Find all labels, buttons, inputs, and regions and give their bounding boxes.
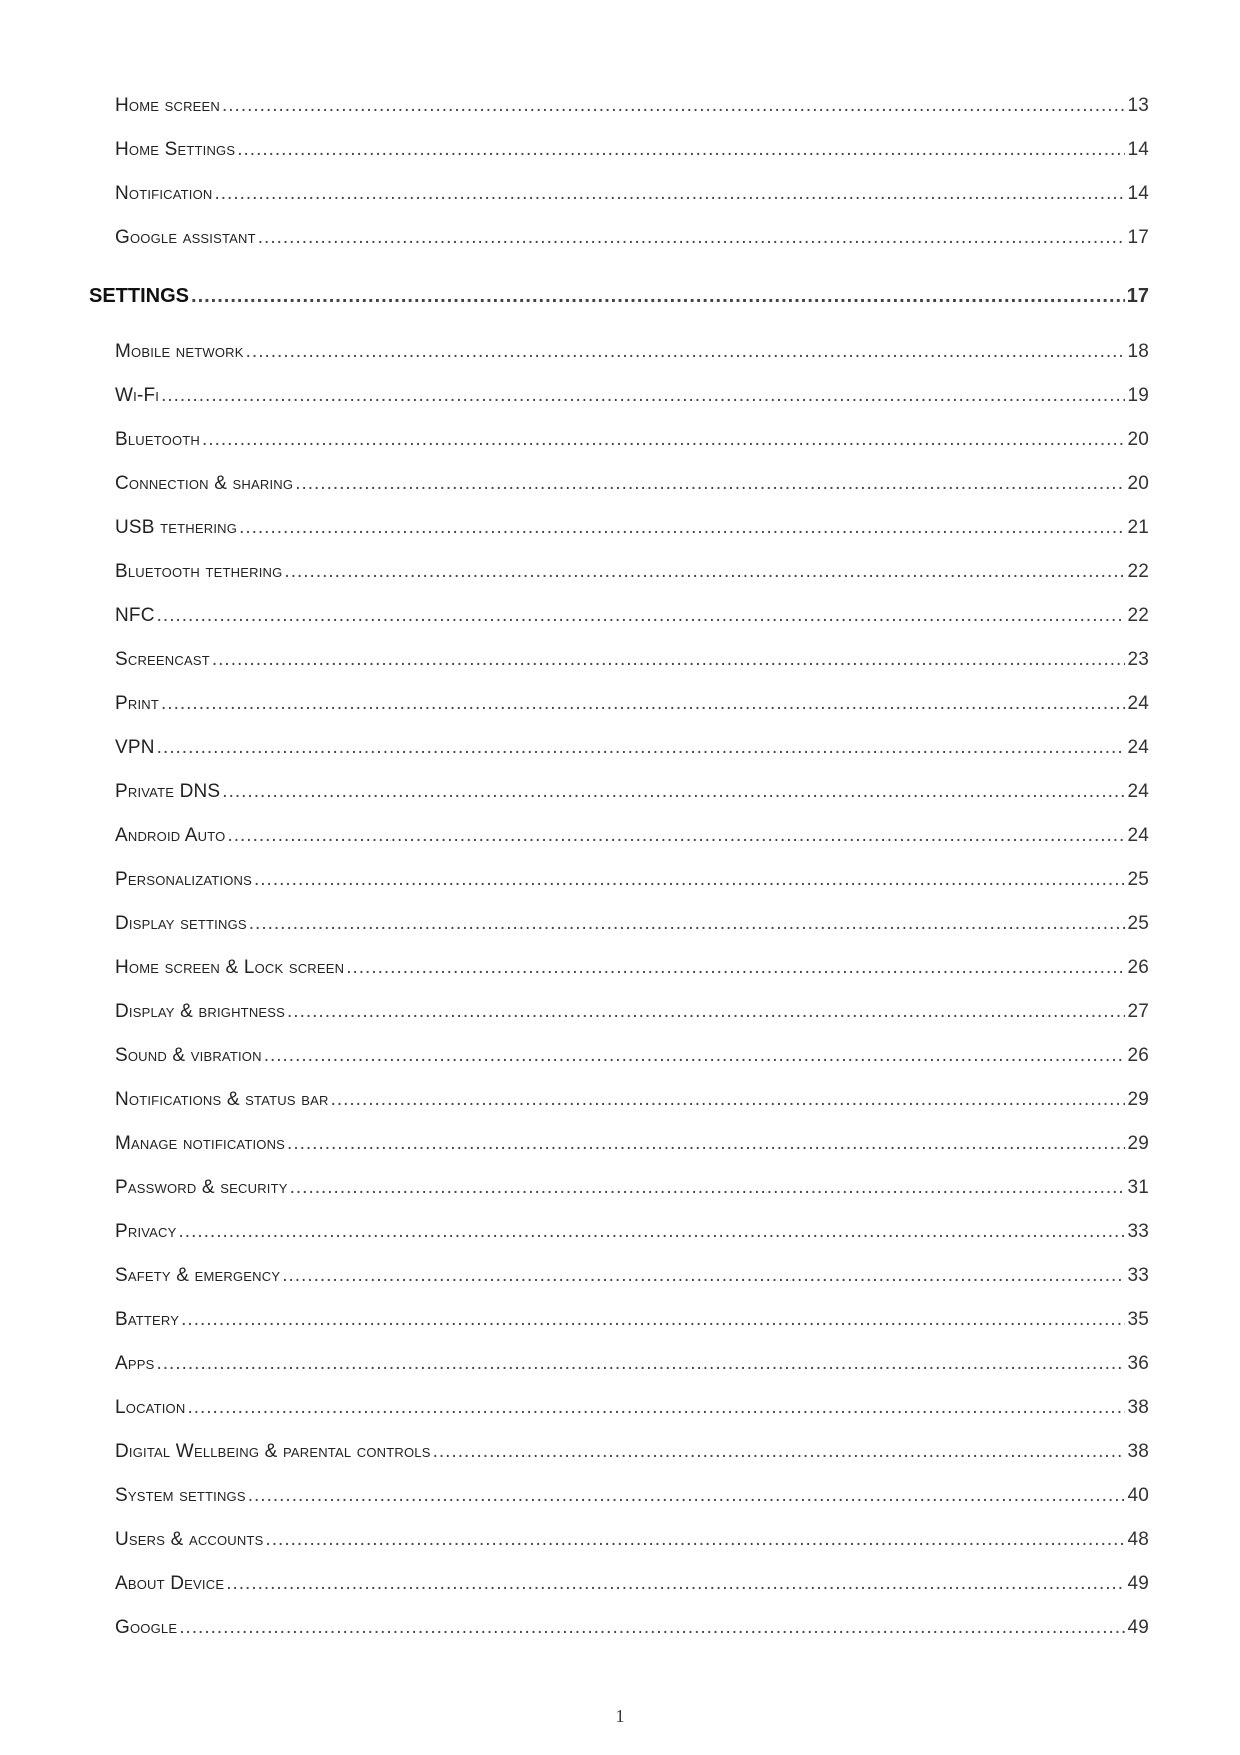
toc-entry-page: 33	[1127, 1265, 1149, 1286]
toc-entry-print[interactable]	[115, 693, 1149, 715]
toc-entry-page: 14	[1127, 183, 1149, 204]
toc-entry-mobile-network[interactable]	[115, 341, 1149, 363]
toc-entry-title: Home Settings	[115, 139, 236, 160]
toc-entry-apps[interactable]	[115, 1353, 1149, 1375]
toc-entry-title: Location	[115, 1397, 186, 1418]
toc-entry-page: 19	[1127, 385, 1149, 406]
toc-dot-leader	[222, 781, 1125, 803]
toc-entry-page: 23	[1127, 649, 1149, 670]
toc-entry-title: Safety & emergency	[115, 1265, 281, 1286]
toc-entry-title: Print	[115, 693, 160, 714]
toc-entry-privacy[interactable]	[115, 1221, 1149, 1243]
toc-entry-private-dns[interactable]	[115, 781, 1149, 803]
toc-entry-title: Bluetooth	[115, 429, 201, 450]
toc-entry-page: 38	[1127, 1397, 1149, 1418]
toc-entry-home-settings[interactable]	[115, 139, 1149, 161]
toc-dot-leader	[331, 1089, 1126, 1111]
toc-entry-page: 40	[1127, 1485, 1149, 1506]
toc-entry-password-security[interactable]	[115, 1177, 1149, 1199]
toc-dot-leader	[264, 1045, 1126, 1067]
toc-dot-leader	[157, 737, 1126, 759]
toc-entry-title: Users & accounts	[115, 1529, 264, 1550]
toc-dot-leader	[254, 869, 1125, 891]
toc-entry-page: 21	[1127, 517, 1149, 538]
toc-entry-users-accounts[interactable]	[115, 1529, 1149, 1551]
toc-entry-page: 24	[1127, 781, 1149, 802]
toc-section-title: SETTINGS	[89, 285, 190, 307]
toc-entry-title: Display & brightness	[115, 1001, 286, 1022]
toc-entry-page: 13	[1127, 95, 1149, 116]
toc-dot-leader	[239, 517, 1125, 539]
toc-dot-leader	[290, 1177, 1126, 1199]
toc-entry-page: 14	[1127, 139, 1149, 160]
toc-entry-android-auto[interactable]	[115, 825, 1149, 847]
toc-entry-personalizations[interactable]	[115, 869, 1149, 891]
toc-entry-vpn[interactable]	[115, 737, 1149, 759]
toc-entry-page: 36	[1127, 1353, 1149, 1374]
page-number: 1	[615, 1706, 625, 1726]
toc-dot-leader	[258, 227, 1126, 249]
toc-dot-leader	[226, 1573, 1125, 1595]
toc-dot-leader	[222, 95, 1125, 117]
toc-dot-leader	[157, 605, 1126, 627]
toc-entry-page: 29	[1127, 1089, 1149, 1110]
toc-dot-leader	[287, 1133, 1125, 1155]
toc-entry-page: 20	[1127, 429, 1149, 450]
toc-dot-leader	[215, 183, 1126, 205]
toc-section-page: 17	[1126, 285, 1149, 307]
toc-entry-about-device[interactable]	[115, 1573, 1149, 1595]
toc-entry-nfc[interactable]	[115, 605, 1149, 627]
toc-entry-page: 26	[1127, 1045, 1149, 1066]
toc-dot-leader	[282, 1265, 1125, 1287]
toc-dot-leader	[161, 385, 1125, 407]
toc-entry-sound-vibration[interactable]	[115, 1045, 1149, 1067]
toc-entry-page: 20	[1127, 473, 1149, 494]
toc-entry-page: 49	[1127, 1573, 1149, 1594]
toc-dot-leader	[179, 1617, 1125, 1639]
toc-entry-page: 38	[1127, 1441, 1149, 1462]
toc-dot-leader	[157, 1353, 1126, 1375]
toc-entry-title: Display settings	[115, 913, 247, 934]
toc-entry-title: Apps	[115, 1353, 155, 1374]
toc-entry-manage-notifications[interactable]	[115, 1133, 1149, 1155]
toc-entry-title: Bluetooth tethering	[115, 561, 283, 582]
toc-entry-digital-wellbeing[interactable]	[115, 1441, 1149, 1463]
toc-entry-safety-emergency[interactable]	[115, 1265, 1149, 1287]
toc-dot-leader	[266, 1529, 1126, 1551]
toc-entry-title: System settings	[115, 1485, 246, 1506]
toc-dot-leader	[161, 693, 1125, 715]
toc-entry-title: Home screen & Lock screen	[115, 957, 345, 978]
toc-entry-home-lock-screen[interactable]	[115, 957, 1149, 979]
toc-entry-title: Battery	[115, 1309, 180, 1330]
toc-entry-page: 26	[1127, 957, 1149, 978]
toc-entry-screencast[interactable]	[115, 649, 1149, 671]
toc-dot-leader	[346, 957, 1125, 979]
toc-entry-page: 24	[1127, 693, 1149, 714]
toc-entry-notification[interactable]	[115, 183, 1149, 205]
toc-entry-title: Privacy	[115, 1221, 177, 1242]
toc-entry-title: Screencast	[115, 649, 210, 670]
toc-section-settings[interactable]	[89, 285, 1149, 308]
toc-entry-system-settings[interactable]	[115, 1485, 1149, 1507]
toc-entry-bluetooth[interactable]	[115, 429, 1149, 451]
toc-entry-title: About Device	[115, 1573, 225, 1594]
toc-entry-title: Mobile network	[115, 341, 244, 362]
toc-entry-title: Manage notifications	[115, 1133, 286, 1154]
toc-dot-leader	[284, 561, 1125, 583]
toc-entry-title: NFC	[115, 605, 155, 626]
toc-entry-title: Android Auto	[115, 825, 226, 846]
toc-entry-page: 24	[1127, 825, 1149, 846]
toc-entry-connection-sharing[interactable]	[115, 473, 1149, 495]
toc-entry-display-brightness[interactable]	[115, 1001, 1149, 1023]
toc-entry-page: 24	[1127, 737, 1149, 758]
toc-entry-wi-fi[interactable]	[115, 385, 1149, 407]
toc-dot-leader	[191, 285, 1125, 308]
toc-entry-google-assistant[interactable]	[115, 227, 1149, 249]
toc-dot-leader	[181, 1309, 1125, 1331]
toc-entry-bluetooth-tethering[interactable]	[115, 561, 1149, 583]
toc-entry-title: Notifications & status bar	[115, 1089, 329, 1110]
toc-entry-title: Google assistant	[115, 227, 256, 248]
toc-entry-page: 22	[1127, 605, 1149, 626]
toc-entry-title: Personalizations	[115, 869, 252, 890]
toc-dot-leader	[287, 1001, 1125, 1023]
toc-dot-leader	[179, 1221, 1126, 1243]
toc-entry-title: Home screen	[115, 95, 220, 116]
toc-entry-page: 49	[1127, 1617, 1149, 1638]
toc-entry-title: Wi-Fi	[115, 385, 160, 406]
toc-entry-title: VPN	[115, 737, 155, 758]
toc-entry-title: Password & security	[115, 1177, 288, 1198]
toc-entry-title: Notification	[115, 183, 213, 204]
toc-entry-page: 18	[1127, 341, 1149, 362]
toc-entry-page: 29	[1127, 1133, 1149, 1154]
toc-entry-home-screen[interactable]	[115, 95, 1149, 117]
toc-entry-title: USB tethering	[115, 517, 238, 538]
toc-dot-leader	[433, 1441, 1126, 1463]
toc-dot-leader	[202, 429, 1125, 451]
toc-dot-leader	[248, 1485, 1126, 1507]
toc-entry-page: 35	[1127, 1309, 1149, 1330]
toc-entry-page: 22	[1127, 561, 1149, 582]
toc-entry-page: 17	[1127, 227, 1149, 248]
toc-dot-leader	[249, 913, 1126, 935]
toc-entry-location[interactable]	[115, 1397, 1149, 1419]
toc-entry-battery[interactable]	[115, 1309, 1149, 1331]
toc-entry-title: Connection & sharing	[115, 473, 294, 494]
toc-entry-google[interactable]	[115, 1617, 1149, 1639]
toc-entry-page: 27	[1127, 1001, 1149, 1022]
toc-entry-page: 25	[1127, 913, 1149, 934]
toc-dot-leader	[227, 825, 1125, 847]
toc-dot-leader	[237, 139, 1125, 161]
toc-dot-leader	[187, 1397, 1125, 1419]
toc-entry-title: Private DNS	[115, 781, 221, 802]
toc-dot-leader	[212, 649, 1126, 671]
toc-entry-title: Google	[115, 1617, 178, 1638]
toc-dot-leader	[295, 473, 1125, 495]
toc-entry-page: 48	[1127, 1529, 1149, 1550]
toc-dot-leader	[246, 341, 1126, 363]
toc-entry-page: 31	[1127, 1177, 1149, 1198]
toc-entry-title: Sound & vibration	[115, 1045, 262, 1066]
toc-entry-notifications-status-bar[interactable]	[115, 1089, 1149, 1111]
toc-entry-page: 25	[1127, 869, 1149, 890]
toc-entry-display-settings[interactable]	[115, 913, 1149, 935]
toc-entry-title: Digital Wellbeing & parental controls	[115, 1441, 431, 1462]
toc-entry-page: 33	[1127, 1221, 1149, 1242]
toc-entry-usb-tethering[interactable]	[115, 517, 1149, 539]
